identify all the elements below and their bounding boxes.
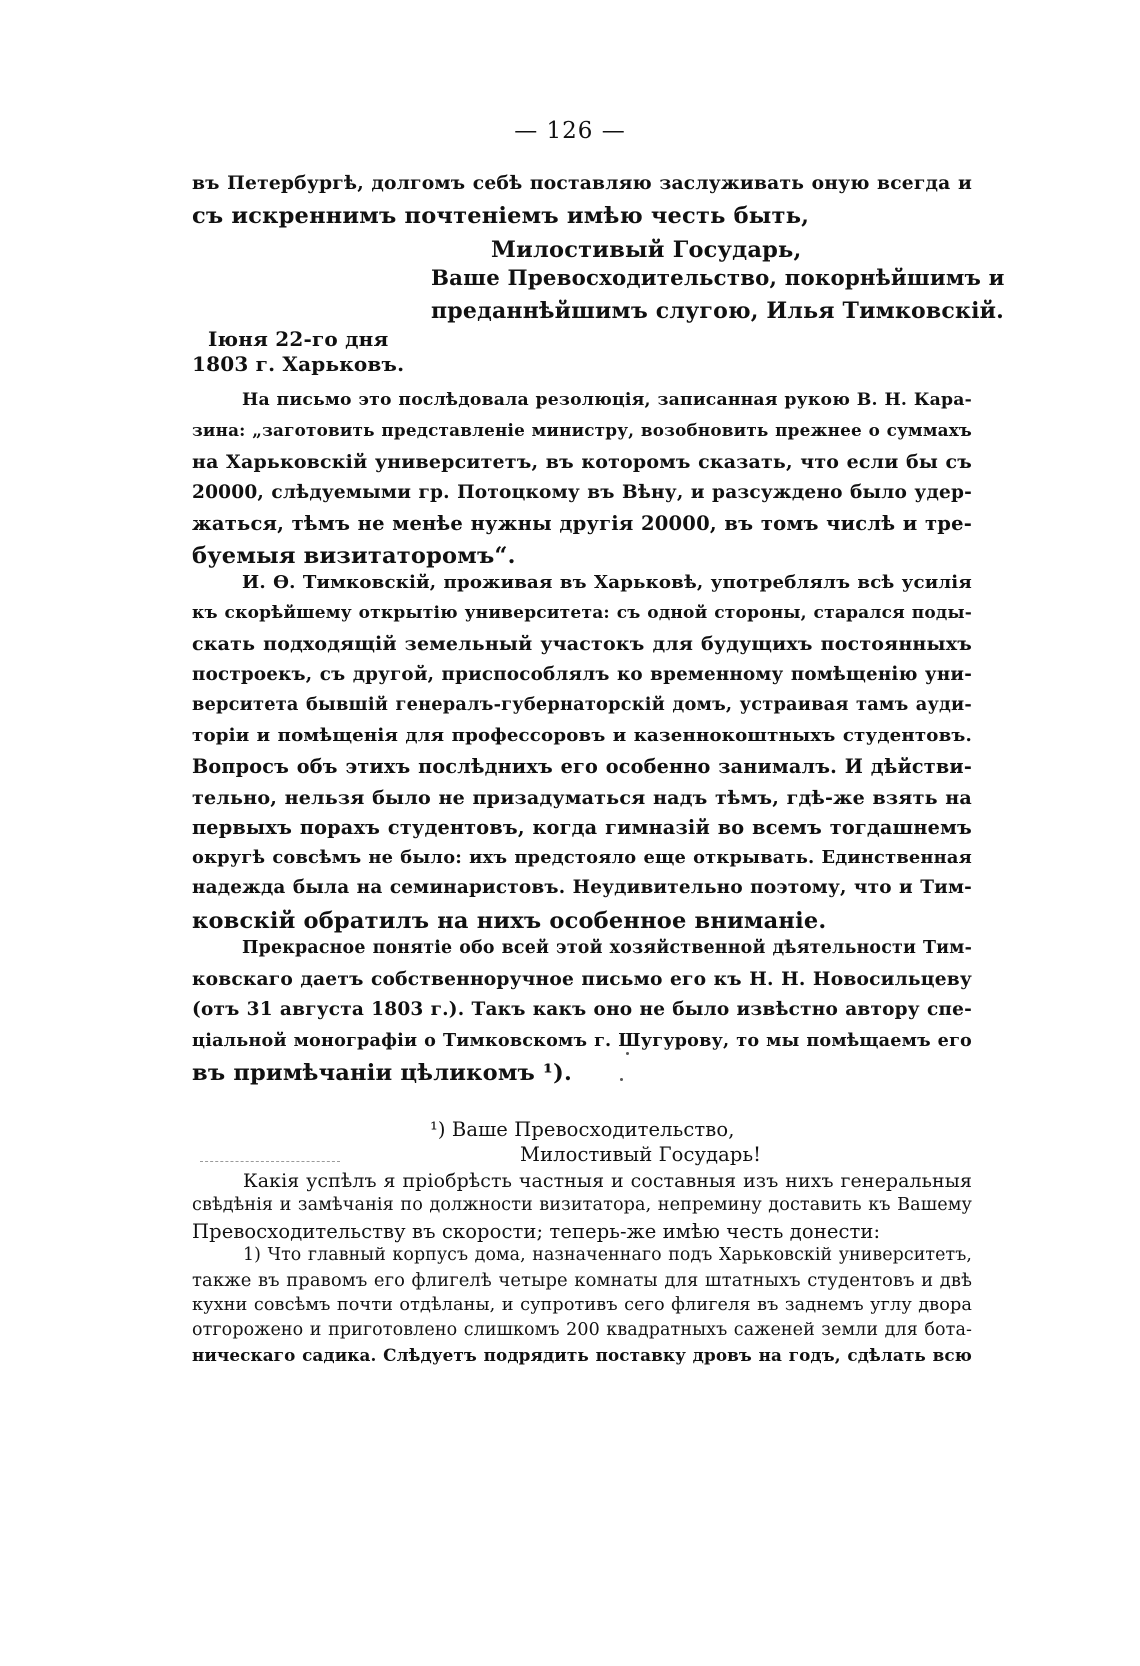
- footnote-line: ническаго садика. Слѣдуетъ подрядить поставку дровъ на годъ, сдѣлать всю: [192, 1345, 972, 1365]
- text-line: къ скорѣйшему открытію университета: съ одной стороны, старался поды-: [192, 603, 972, 623]
- text-line: ковскаго даетъ собственноручное письмо его къ Н. Н. Новосильцеву: [192, 969, 972, 990]
- footnote-line: кухни совсѣмъ почти отдѣланы, и супротивъ сего флигеля въ заднемъ углу двора: [192, 1295, 972, 1315]
- footnote-salutation: Милостивый Государь!: [520, 1143, 762, 1166]
- text-line: на Харьковскій университетъ, въ которомъ сказать, что если бы съ: [192, 451, 972, 473]
- footnote-salutation: ¹) Ваше Превосходительство,: [430, 1118, 735, 1141]
- print-speck: [626, 1052, 629, 1055]
- text-line: торіи и помѣщенія для профессоровъ и казеннокоштныхъ студентовъ.: [192, 725, 972, 746]
- text-line: жаться, тѣмъ не менѣе нужны другія 20000, въ томъ числѣ и тре-: [192, 512, 972, 535]
- closing-line: преданнѣйшимъ слугою, Илья Тимковскій.: [431, 298, 1005, 324]
- footnote-line: Какія успѣлъ я пріобрѣсть частныя и составныя изъ нихъ генеральныя: [243, 1170, 972, 1192]
- text-line: скать подходящій земельный участокъ для будущихъ постоянныхъ: [192, 633, 972, 655]
- footnote-line: отгорожено и приготовлено слишкомъ 200 квадратныхъ саженей земли для бота-: [192, 1320, 972, 1340]
- footnote-line: 1) Что главный корпусъ дома, назначеннаго подъ Харьковскій университетъ,: [243, 1245, 972, 1265]
- text-line: Вопросъ объ этихъ послѣднихъ его особенно занималъ. И дѣйстви-: [192, 755, 972, 778]
- text-line: Прекрасное понятіе обо всей этой хозяйственной дѣятельности Тим-: [242, 938, 972, 958]
- text-line: первыхъ порахъ студентовъ, когда гимназій во всемъ тогдашнемъ: [192, 816, 972, 839]
- text-line: въ примѣчаніи цѣликомъ ¹).: [192, 1060, 572, 1086]
- print-speck: [620, 1078, 623, 1081]
- text-line: (отъ 31 августа 1803 г.). Такъ какъ оно не было извѣстно автору спе-: [192, 999, 972, 1020]
- text-line: надежда была на семинаристовъ. Неудивительно поэтому, что и Тим-: [192, 877, 972, 898]
- closing-line: Ваше Превосходительство, покорнѣйшимъ и: [431, 266, 1005, 291]
- footnote-line: Превосходительству въ скорости; теперь-же имѣю честь донести:: [192, 1220, 881, 1243]
- text-line: На письмо это послѣдовала резолюція, записанная рукою В. Н. Кара-: [242, 390, 972, 410]
- date-line: Іюня 22-го дня: [208, 327, 389, 351]
- text-line: съ искреннимъ почтеніемъ имѣю честь быть,: [192, 203, 810, 229]
- text-line: ковскій обратилъ на нихъ особенное вниманіе.: [192, 908, 827, 934]
- closing-line: Милостивый Государь,: [491, 237, 802, 263]
- text-line: округѣ совсѣмъ не было: ихъ предстояло еще открывать. Единственная: [192, 847, 972, 868]
- text-line: построекъ, съ другой, приспособлялъ ко временному помѣщенію уни-: [192, 664, 972, 685]
- text-line: верситета бывшій генералъ-губернаторскій домъ, устраивая тамъ ауди-: [192, 694, 972, 715]
- date-line: 1803 г. Харьковъ.: [192, 352, 405, 376]
- footnote-line: свѣдѣнія и замѣчанія по должности визитатора, непремину доставить къ Вашему: [192, 1195, 972, 1215]
- footnote-line: также въ правомъ его флигелѣ четыре комнаты для штатныхъ студентовъ и двѣ: [192, 1270, 972, 1291]
- text-line: въ Петербургѣ, долгомъ себѣ поставляю заслуживать оную всегда и: [192, 172, 972, 194]
- footnote-divider: [200, 1161, 340, 1162]
- text-line: буемыя визитаторомъ“.: [192, 543, 516, 569]
- page-number: — 126 —: [514, 118, 626, 144]
- text-line: ціальной монографіи о Тимковскомъ г. Шугурову, то мы помѣщаемъ его: [192, 1030, 972, 1051]
- text-line: 20000, слѣдуемыми гр. Потоцкому въ Вѣну, и разсуждено было удер-: [192, 482, 972, 503]
- text-line: И. Ѳ. Тимковскій, проживая въ Харьковѣ, употреблялъ всѣ усилія: [242, 572, 972, 593]
- text-line: зина: „заготовить представленіе министру, возобновить прежнее о суммахъ: [192, 420, 972, 440]
- text-line: тельно, нельзя было не призадуматься надъ тѣмъ, гдѣ-же взять на: [192, 786, 972, 809]
